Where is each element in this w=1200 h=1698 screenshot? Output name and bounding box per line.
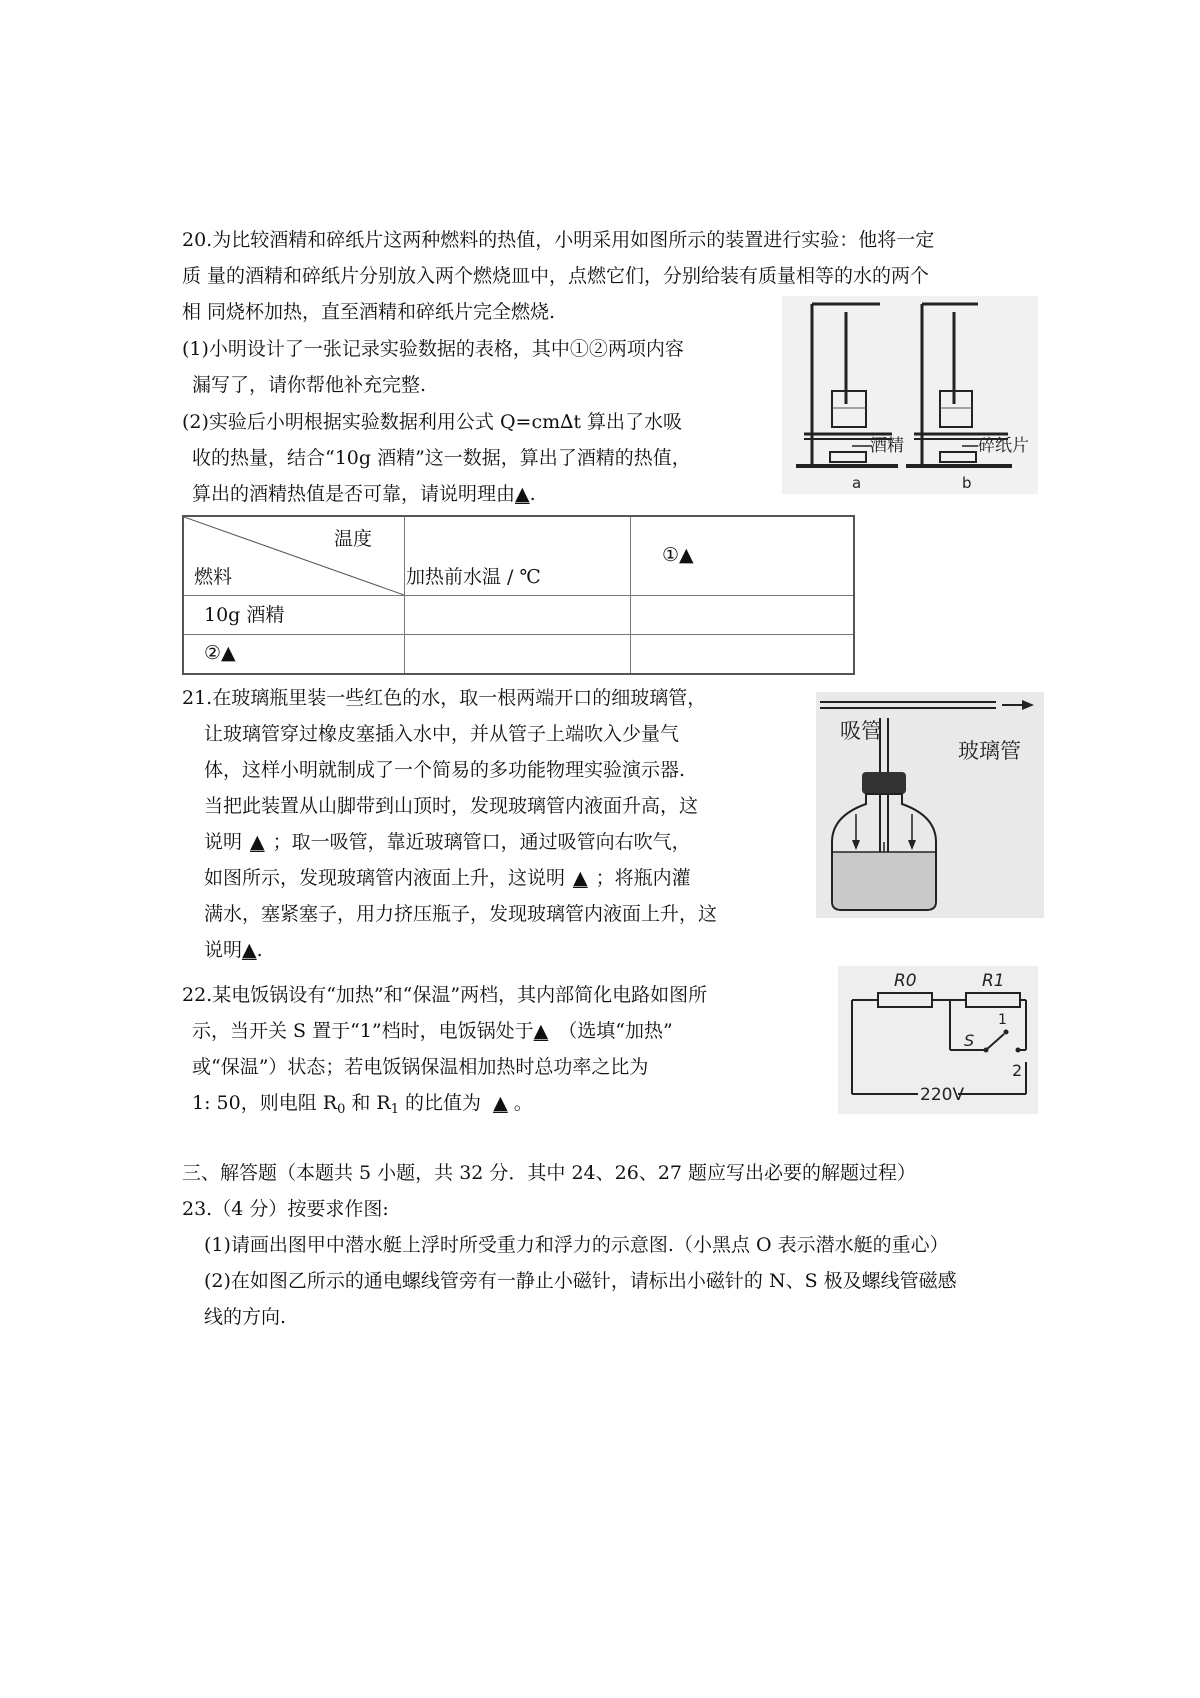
q21-line-2: 让玻璃管穿过橡皮塞插入水中，并从管子上端吹入少量气 (204, 723, 680, 745)
label-alcohol: 酒精 (870, 436, 904, 456)
label-b: b (962, 474, 972, 492)
q22-line-1: 22.某电饭锅设有“加热”和“保温”两档，其内部简化电路如图所 (182, 984, 708, 1006)
col1-header: 加热前水温 / ℃ (406, 566, 541, 588)
answer-blank: ▲ (533, 1020, 549, 1042)
label-r1: R1 (982, 971, 1005, 991)
label-tube: 玻璃管 (958, 739, 1021, 763)
q21-line-3: 体，这样小明就制成了一个简易的多功能物理实验演示器. (204, 759, 686, 781)
header-fuel: 燃料 (194, 566, 233, 588)
q23-part1: (1)请画出图甲中潜水艇上浮时所受重力和浮力的示意图.（小黑点 O 表示潜水艇的重心） (204, 1234, 949, 1256)
q21-line-7: 满水，塞紧塞子，用力挤压瓶子，发现玻璃管内液面上升，这 (204, 903, 718, 925)
answer-blank: ▲ (242, 939, 257, 961)
col2-header: ①▲ (662, 544, 694, 566)
q20-line-8-text: 算出的酒精热值是否可靠，请说明理由 (192, 483, 516, 505)
q21-line-8: 说明▲. (204, 939, 263, 961)
label-pos2: 2 (1012, 1061, 1023, 1080)
section3-heading: 三、解答题（本题共 5 小题，共 32 分．其中 24、26、27 题应写出必要的解题过程） (182, 1162, 917, 1184)
q20-line-3: 相 同烧杯加热，直至酒精和碎纸片完全燃烧. (182, 301, 556, 323)
q22-line-4: 1: 50，则电阻 $R_0$ 和 $R_1$ 的比值为 ▲ 。 (192, 1092, 533, 1117)
q20-line-2: 质 量的酒精和碎纸片分别放入两个燃烧皿中，点燃它们，分别给装有质量相等的水的两个 (182, 265, 930, 287)
label-r0: R0 (894, 971, 917, 991)
label-voltage: 220V (920, 1085, 965, 1105)
label-a: a (852, 474, 862, 492)
q20-line-6: (2)实验后小明根据实验数据利用公式 Q=cm∆t 算出了水吸 (182, 411, 683, 433)
label-paper: 碎纸片 (978, 436, 1029, 456)
q23-title: 23.（4 分）按要求作图: (182, 1198, 389, 1220)
q22-line-3: 或“保温”）状态；若电饭锅保温相加热时总功率之比为 (192, 1056, 649, 1078)
q21-line-6: 如图所示，发现玻璃管内液面上升，这说明 ▲ ；将瓶内灌 (204, 867, 691, 889)
q20-figure (782, 296, 1038, 494)
q20-line-8-end: . (529, 483, 536, 505)
row1-label: 10g 酒精 (204, 604, 285, 626)
q20-line-7: 收的热量，结合“10g 酒精”这一数据，算出了酒精的热值， (192, 447, 691, 469)
q21-line-1: 21.在玻璃瓶里装一些红色的水，取一根两端开口的细玻璃管， (182, 687, 707, 709)
label-s: S (964, 1031, 975, 1050)
row2-label: ②▲ (204, 642, 236, 664)
header-temp: 温度 (334, 528, 373, 550)
q20-line-4: (1)小明设计了一张记录实验数据的表格，其中①②两项内容 (182, 338, 684, 360)
q20-line-5: 漏写了，请你帮他补充完整. (192, 374, 427, 396)
q21-line-4: 当把此装置从山脚带到山顶时，发现玻璃管内液面升高，这 (204, 795, 699, 817)
q20-line-1: 20.为比较酒精和碎纸片这两种燃料的热值，小明采用如图所示的装置进行实验：他将一定 (182, 229, 935, 251)
q22-circuit (838, 966, 1038, 1114)
answer-blank: ▲ (250, 831, 265, 853)
answer-blank: ▲ (573, 867, 588, 889)
label-pos1: 1 (998, 1012, 1007, 1028)
answer-blank: ▲ (493, 1092, 508, 1114)
q21-figure (816, 692, 1044, 918)
label-straw: 吸管 (840, 719, 882, 743)
q21-line-5: 说明 ▲ ；取一吸管，靠近玻璃管口，通过吸管向右吹气， (204, 831, 691, 853)
answer-blank: ▲ (515, 483, 530, 505)
q23-part2-line1: (2)在如图乙所示的通电螺线管旁有一静止小磁针，请标出小磁针的 N、S 极及螺线管磁感 (204, 1270, 957, 1292)
q20-line-8 (192, 482, 536, 506)
q22-line-2: 示，当开关 S 置于“1”档时，电饭锅处于▲ （选填“加热” (192, 1020, 673, 1042)
q23-part2-line2: 线的方向. (204, 1306, 287, 1328)
data-table (182, 515, 855, 675)
